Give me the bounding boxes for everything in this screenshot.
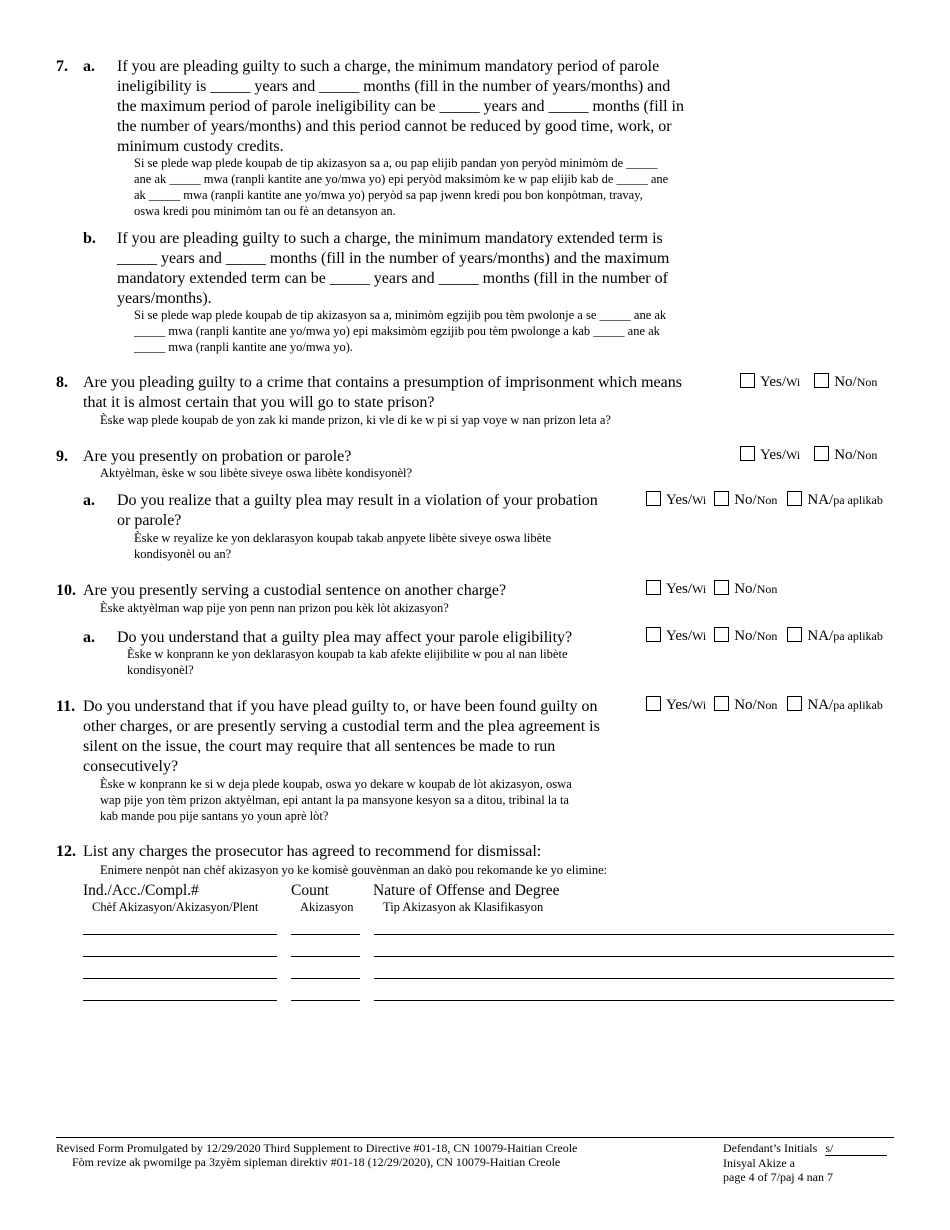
checkbox-icon [787, 627, 802, 642]
page-number: page 4 of 7/paj 4 nan 7 [723, 1170, 833, 1184]
initials-field[interactable]: s/ [825, 1141, 887, 1156]
initials-translation: Inisyal Akize a [723, 1156, 795, 1170]
checkbox-icon [814, 373, 829, 388]
no-checkbox[interactable]: No/Non [714, 492, 777, 508]
question-8-text: Are you pleading guilty to a crime that contains a presumption of imprisonment which means that it is almost certain that you will go to state prison? [83, 374, 682, 411]
checkbox-icon [787, 491, 802, 506]
question-10a-translation: Èske w konprann ke yon deklarasyon koupab ta kab afekte elijibilite w pou al nan libète kondisyonèl? [127, 647, 568, 677]
column-subheader-offense: Tip Akizasyon ak Klasifikasyon [383, 900, 544, 914]
checkbox-icon [740, 446, 755, 461]
question-8-translation: Èske wap plede koupab de yon zak ki mande prizon, ki vle di ke w pi si yap voye w nan prizon leta a? [100, 413, 611, 427]
question-7b-letter: b. [83, 230, 96, 247]
no-checkbox[interactable]: No/Non [814, 447, 877, 463]
indictment-field[interactable] [83, 1000, 277, 1001]
question-10a-letter: a. [83, 629, 95, 646]
count-field[interactable] [291, 956, 360, 957]
question-9a-letter: a. [83, 492, 95, 509]
initials-label: Defendant’s Initials [723, 1141, 818, 1155]
question-7a-text: If you are pleading guilty to such a charge, the minimum mandatory period of parole ineligibility is _____ years and _____ months (fill in the number of years/months) and the maximum period of parole ineligibility can be _____ years and _____ months (fill in the number of years/months) and this period cannot be reduced by good time, work, or minimum custody credits. [117, 58, 684, 155]
na-checkbox[interactable]: NA/pa aplikab [787, 492, 883, 508]
question-9a-text: Do you realize that a guilty plea may result in a violation of your probation or parole? [117, 492, 598, 529]
count-field[interactable] [291, 1000, 360, 1001]
checkbox-icon [714, 491, 729, 506]
yes-checkbox[interactable]: Yes/Wi [646, 628, 706, 644]
footer-divider [56, 1137, 894, 1138]
question-12-number: 12. [56, 843, 76, 860]
question-7b-translation: Si se plede wap plede koupab de tip akizasyon sa a, minimòm egzijib pou tèm pwolonje a se _____ ane ak _____ mwa (ranpli kantite ane yo/mwa yo) epi maksimòm egzijib pou tèm pwolonge a kab _____ ane ak _____ mwa (ranpli kantite ane yo/mwa yo). [134, 308, 667, 354]
question-9a-translation: Èske w reyalize ke yon deklarasyon koupab takab anpyete libète siveye oswa libète kondisyonèl ou an? [134, 531, 552, 561]
checkbox-icon [646, 491, 661, 506]
question-9-answers [740, 446, 877, 464]
question-11-translation: Èske w konprann ke si w deja plede koupab, oswa yo dekare w koupab de lòt akizasyon, oswa wap pije yon tèm prizon aktyèlman, epi antant la pa mansyone kesyon sa a ditou, tribinal la ta kab mande pou pije santans yo youn aprè lòt? [100, 777, 572, 823]
offense-field[interactable] [374, 1000, 894, 1001]
checkbox-icon [740, 373, 755, 388]
question-8-answers [740, 373, 877, 391]
no-checkbox[interactable]: No/Non [714, 697, 777, 713]
checkbox-icon [714, 580, 729, 595]
column-header-offense: Nature of Offense and Degree [373, 882, 560, 899]
question-10-number: 10. [56, 582, 76, 599]
question-11-answers [646, 696, 883, 714]
yes-checkbox[interactable]: Yes/Wi [740, 447, 800, 463]
yes-checkbox[interactable]: Yes/Wi [740, 374, 800, 390]
na-checkbox[interactable]: NA/pa aplikab [787, 697, 883, 713]
question-10-answers [646, 580, 777, 598]
no-checkbox[interactable]: No/Non [814, 374, 877, 390]
checkbox-icon [646, 696, 661, 711]
checkbox-icon [714, 627, 729, 642]
indictment-field[interactable] [83, 956, 277, 957]
question-8-number: 8. [56, 374, 68, 391]
question-9-translation: Aktyèlman, èske w sou libète siveye oswa libète kondisyonèl? [100, 466, 413, 480]
checkbox-icon [646, 580, 661, 595]
question-7-number: 7. [56, 58, 68, 75]
checkbox-icon [814, 446, 829, 461]
column-subheader-count: Akizasyon [300, 900, 354, 914]
yes-checkbox[interactable]: Yes/Wi [646, 581, 706, 597]
no-checkbox[interactable]: No/Non [714, 628, 777, 644]
indictment-field[interactable] [83, 934, 277, 935]
question-9a-answers [646, 491, 883, 509]
checkbox-icon [714, 696, 729, 711]
question-12-translation: Enimere nenpòt nan chèf akizasyon yo ke komisè gouvènman an dakò pou rekomande ke yo elimine: [100, 863, 608, 877]
question-10-text: Are you presently serving a custodial sentence on another charge? [83, 582, 507, 599]
question-11-text: Do you understand that if you have plead guilty to, or have been found guilty on other charges, or are presently serving a custodial term and the plea agreement is silent on the issue, the court may require that all sentences be made to run consecutively? [83, 698, 600, 775]
count-field[interactable] [291, 934, 360, 935]
offense-field[interactable] [374, 978, 894, 979]
offense-field[interactable] [374, 956, 894, 957]
question-7b-text: If you are pleading guilty to such a charge, the minimum mandatory extended term is _____ years and _____ months (fill in the number of years/months) and the maximum mandatory extended term can be _____ years and _____ months (fill in the number of years/months). [117, 230, 670, 307]
question-10a-text: Do you understand that a guilty plea may affect your parole eligibility? [117, 629, 573, 646]
checkbox-icon [646, 627, 661, 642]
question-10-translation: Èske aktyèlman wap pije yon penn nan prizon pou kèk lòt akizasyon? [100, 601, 449, 615]
yes-checkbox[interactable]: Yes/Wi [646, 697, 706, 713]
yes-checkbox[interactable]: Yes/Wi [646, 492, 706, 508]
footer-initials-block [723, 1141, 887, 1184]
count-field[interactable] [291, 978, 360, 979]
question-7a-translation: Si se plede wap plede koupab de tip akizasyon sa a, ou pap elijib pandan yon peryòd minimòm de _____ ane ak _____ mwa (ranpli kantite ane yo/mwa yo) epi peryòd maksimòm ke w pap elijib kab de _____ ane ak _____ mwa (ranpli kantite ane yo/mwa yo) peryòd sa pap jwenn kredi pou bon konpòtman, travay, oswa kredi pou minimòm tan ou fè an detansyon an. [134, 156, 669, 218]
no-checkbox[interactable]: No/Non [714, 581, 777, 597]
footer-revision: Revised Form Promulgated by 12/29/2020 Third Supplement to Directive #01-18, CN 10079-Haitian Creole Fòm revize ak pwomilge pa 3zyèm sipleman direktiv #01-18 (12/29/2020), CN 10079-Haitian Creole [56, 1141, 578, 1169]
indictment-field[interactable] [83, 978, 277, 979]
question-9-number: 9. [56, 448, 68, 465]
question-7a-letter: a. [83, 58, 95, 75]
na-checkbox[interactable]: NA/pa aplikab [787, 628, 883, 644]
column-header-count: Count [291, 882, 329, 899]
question-11-number: 11. [56, 698, 76, 715]
question-9-text: Are you presently on probation or parole? [83, 448, 352, 465]
column-subheader-indictment: Chèf Akizasyon/Akizasyon/Plent [92, 900, 259, 914]
checkbox-icon [787, 696, 802, 711]
column-header-indictment: Ind./Acc./Compl.# [83, 882, 199, 899]
question-10a-answers [646, 627, 883, 645]
question-12-text: List any charges the prosecutor has agreed to recommend for dismissal: [83, 843, 542, 860]
offense-field[interactable] [374, 934, 894, 935]
